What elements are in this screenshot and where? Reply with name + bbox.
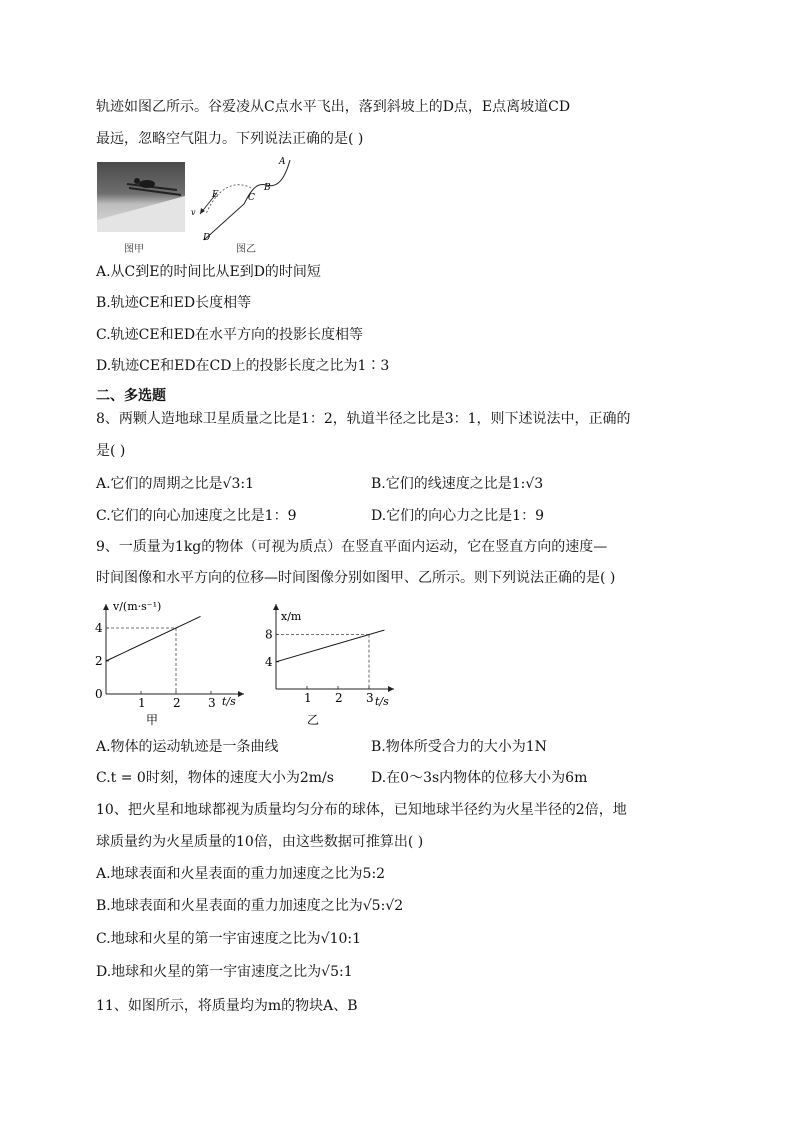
- x-tick-label: 1: [138, 696, 146, 710]
- label-d: D: [203, 233, 211, 243]
- y-tick-label: 0: [95, 687, 103, 701]
- chart-title: 甲: [146, 713, 159, 727]
- series-line: [106, 616, 201, 661]
- q8-option-a: A.它们的周期之比是√3:1: [96, 476, 255, 492]
- q7-option-a: A.从C到E的时间比从E到D的时间短: [96, 264, 321, 280]
- figure-caption-left: 图甲: [124, 244, 144, 255]
- q11-stem-line1: 11、如图所示，将质量均为m的物块A、B: [96, 998, 358, 1014]
- displacement-time-chart: [262, 598, 412, 733]
- ski-jump-photo: [97, 162, 185, 232]
- q9-option-a: A.物体的运动轨迹是一条曲线: [96, 739, 279, 755]
- q8-stem-line1: 8、两颗人造地球卫星质量之比是1：2，轨道半径之比是3：1，则下述说法中，正确的: [96, 411, 631, 427]
- skier-silhouette-icon: [97, 162, 185, 232]
- y-tick-label: 2: [95, 654, 103, 668]
- y-axis-label: x/m: [281, 610, 302, 623]
- q7-option-d: D.轨迹CE和ED在CD上的投影长度之比为1∶3: [96, 358, 390, 374]
- x-tick-label: 2: [335, 691, 343, 705]
- q10-option-b: B.地球表面和火星表面的重力加速度之比为√5:√2: [96, 898, 404, 914]
- y-tick-label: 8: [265, 627, 273, 642]
- trajectory-diagram: [188, 152, 298, 247]
- label-v: v: [191, 208, 196, 217]
- q9-option-b: B.物体所受合力的大小为1N: [371, 739, 547, 755]
- x-tick-label: 1: [304, 691, 312, 705]
- q7-option-b: B.轨迹CE和ED长度相等: [96, 295, 252, 311]
- q9-option-c: C.t = 0时刻，物体的速度大小为2m/s: [96, 770, 334, 786]
- q7-stem-line1: 轨迹如图乙所示。谷爱凌从C点水平飞出，落到斜坡上的D点，E点离坡道CD: [96, 99, 571, 115]
- q10-stem-line2: 球质量约为火星质量的10倍，由这些数据可推算出( ): [96, 834, 424, 850]
- label-e: E: [212, 190, 219, 200]
- label-c: C: [248, 193, 255, 203]
- x-axis-label: t/s: [222, 695, 236, 708]
- x-tick-label: 3: [208, 696, 216, 710]
- q7-option-c: C.轨迹CE和ED在水平方向的投影长度相等: [96, 327, 364, 343]
- y-axis-label: v/(m·s⁻¹): [113, 600, 162, 613]
- x-axis-label: t/s: [375, 695, 389, 708]
- q8-option-d: D.它们的向心力之比是1：9: [371, 508, 544, 524]
- q9-stem-line1: 9、一质量为1kg的物体（可视为质点）在竖直平面内运动，它在竖直方向的速度—: [96, 539, 608, 555]
- velocity-time-chart: [94, 598, 264, 733]
- label-a: A: [279, 157, 286, 167]
- q8-stem-line2: 是( ): [96, 443, 126, 459]
- q8-option-c: C.它们的向心加速度之比是1：9: [96, 508, 297, 524]
- q10-option-a: A.地球表面和火星表面的重力加速度之比为5:2: [96, 866, 386, 882]
- x-tick-label: 3: [366, 691, 374, 705]
- q7-stem-line2: 最远，忽略空气阻力。下列说法正确的是( ): [96, 131, 364, 147]
- y-tick-label: 4: [95, 621, 103, 635]
- figure-caption-right: 图乙: [236, 244, 256, 255]
- q9-stem-line2: 时间图像和水平方向的位移—时间图像分别如图甲、乙所示。则下列说法正确的是( ): [96, 570, 616, 586]
- q8-option-b: B.它们的线速度之比是1:√3: [371, 476, 544, 492]
- x-tick-label: 2: [173, 696, 181, 710]
- label-b: B: [264, 183, 271, 193]
- chart-title: 乙: [307, 713, 320, 727]
- q10-option-c: C.地球和火星的第一宇宙速度之比为√10:1: [96, 931, 362, 947]
- q10-option-d: D.地球和火星的第一宇宙速度之比为√5:1: [96, 964, 353, 980]
- y-tick-label: 4: [265, 654, 273, 669]
- q9-option-d: D.在0～3s内物体的位移大小为6m: [371, 770, 588, 786]
- section-heading: 二、多选题: [96, 388, 166, 404]
- q10-stem-line1: 10、把火星和地球都视为质量均匀分布的球体，已知地球半径约为火星半径的2倍，地: [96, 802, 627, 818]
